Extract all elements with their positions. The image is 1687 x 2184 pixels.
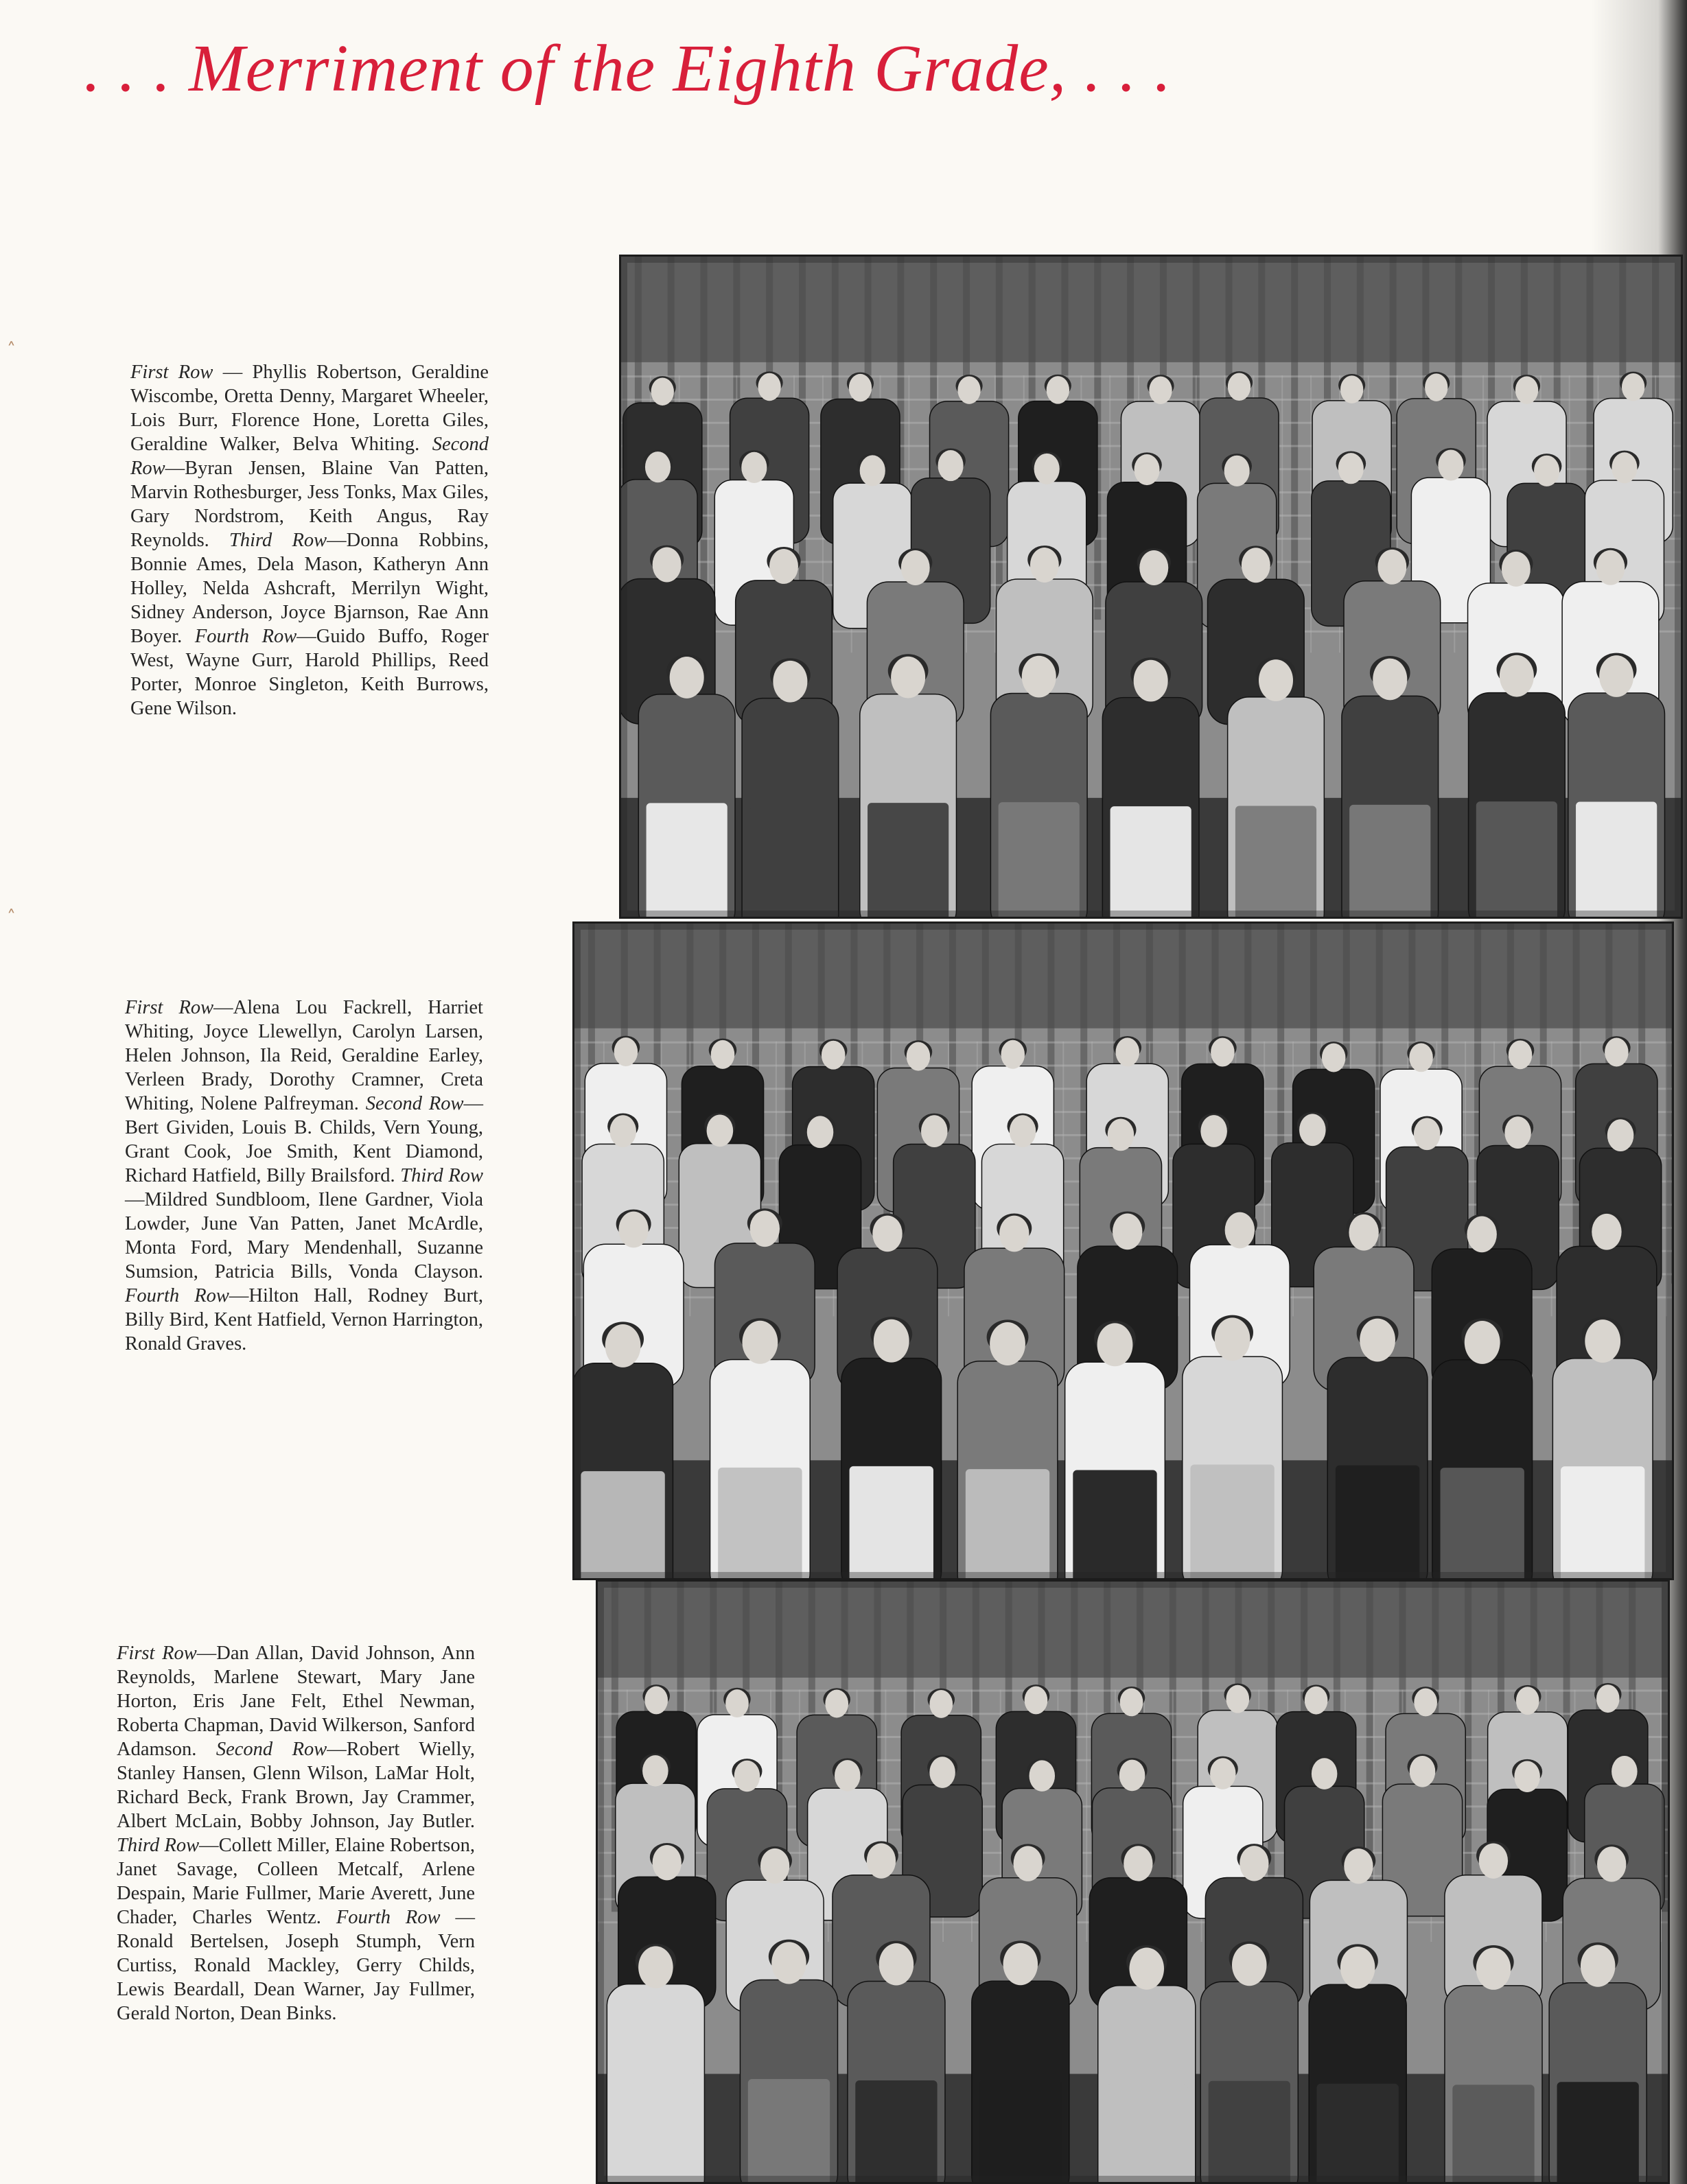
row-separator: — <box>125 1189 145 1210</box>
margin-mark: ˄ <box>7 340 16 360</box>
row-label: Second Row <box>216 1739 327 1760</box>
row-label: Third Row <box>400 1165 483 1186</box>
photo-scene <box>574 924 1672 1578</box>
row-label: Third Row <box>117 1835 200 1856</box>
class-photo-1 <box>619 255 1683 919</box>
row-names: Robert Wielly, Stanley Hansen, Glenn Wilson, LaMar Holt, Richard Beck, Frank Brown, Jay Crammer, Albert McLain, Bobby Johnson, Jay Butler. <box>117 1739 475 1832</box>
row-label: Second Row <box>130 434 489 479</box>
row-separator: — <box>196 1643 217 1664</box>
row-separator: — <box>296 626 316 647</box>
photo-scene <box>598 1582 1668 2182</box>
group-photo-graphic <box>574 924 1672 1578</box>
row-label: Fourth Row <box>194 626 297 647</box>
caption-section-3 <box>117 1641 475 2026</box>
row-separator: — <box>440 1907 475 1928</box>
row-separator: — <box>213 997 233 1018</box>
class-photo-2 <box>572 921 1674 1580</box>
row-names: Mildred Sundbloom, Ilene Gardner, Viola Lowder, June Van Patten, Janet McArdle, Monta Ford, Mary Mendenhall, Suzanne Sumsion, Patricia Bills, Vonda Clayson. <box>125 1189 483 1282</box>
row-label: First Row <box>130 362 213 383</box>
row-label: First Row <box>117 1643 197 1664</box>
row-separator: — <box>213 362 253 383</box>
row-names: Bert Gividen, Louis B. Childs, Vern Young, Grant Cook, Joe Smith, Kent Diamond, Richard Hatfield, Billy Brailsford. <box>125 1117 483 1186</box>
row-names: Hilton Hall, Rodney Burt, Billy Bird, Kent Hatfield, Vernon Harrington, Ronald Graves. <box>125 1285 484 1354</box>
row-separator: — <box>327 1739 347 1760</box>
row-separator: — <box>463 1093 484 1114</box>
class-photo-3 <box>596 1580 1670 2184</box>
row-names: Collett Miller, Elaine Robertson, Janet Savage, Colleen Metcalf, Arlene Despain, Marie Fullmer, Marie Averett, June Chader, Charles Wentz. <box>117 1835 475 1928</box>
row-label: Second Row <box>365 1093 464 1114</box>
row-label: First Row <box>125 997 214 1018</box>
row-names: Ronald Bertelsen, Joseph Stumph, Vern Curtiss, Ronald Mackley, Gerry Childs, Lewis Beardall, Dean Warner, Jay Fullmer, Gerald Norton, Dean Binks. <box>117 1931 475 2024</box>
page-title: . . . Merriment of the Eighth Grade, . . . <box>84 32 1172 106</box>
caption-section-1 <box>130 360 489 720</box>
margin-mark: ˄ <box>7 907 16 928</box>
row-names: Guido Buffo, Roger West, Wayne Gurr, Harold Phillips, Reed Porter, Monroe Singleton, Keith Burrows, Gene Wilson. <box>130 626 489 719</box>
row-names: Phyllis Robertson, Geraldine Wiscombe, Oretta Denny, Margaret Wheeler, Lois Burr, Florence Hone, Loretta Giles, Geraldine Walker, Belva Whiting. <box>130 362 489 455</box>
row-label: Fourth Row <box>125 1285 229 1306</box>
caption-section-2 <box>125 996 483 1356</box>
group-photo-graphic <box>598 1582 1668 2182</box>
row-separator: — <box>229 1285 249 1306</box>
row-names: Donna Robbins, Bonnie Ames, Dela Mason, Katheryn Ann Holley, Nelda Ashcraft, Merrilyn Wight, Sidney Anderson, Joyce Bjarnson, Rae Ann Boyer. <box>130 530 489 647</box>
row-names: Alena Lou Fackrell, Harriet Whiting, Joyce Llewellyn, Carolyn Larsen, Helen Johnson, Ila Reid, Geraldine Earley, Verleen Brady, Dorothy Cramner, Creta Whiting, Nolene Palfreyman. <box>125 997 483 1114</box>
row-separator: — <box>165 458 185 479</box>
row-names: Byran Jensen, Blaine Van Patten, Marvin Rothesburger, Jess Tonks, Max Giles, Gary Nordstrom, Keith Angus, Ray Reynolds. <box>130 458 489 551</box>
group-photo-graphic <box>621 257 1681 917</box>
row-separator: — <box>199 1835 219 1856</box>
row-names: Dan Allan, David Johnson, Ann Reynolds, Marlene Stewart, Mary Jane Horton, Eris Jane Felt, Ethel Newman, Roberta Chapman, David Wilkerson, Sanford Adamson. <box>117 1643 475 1760</box>
row-label: Fourth Row <box>336 1907 441 1928</box>
photo-scene <box>621 257 1681 917</box>
row-separator: — <box>327 530 347 551</box>
row-label: Third Row <box>229 530 327 551</box>
